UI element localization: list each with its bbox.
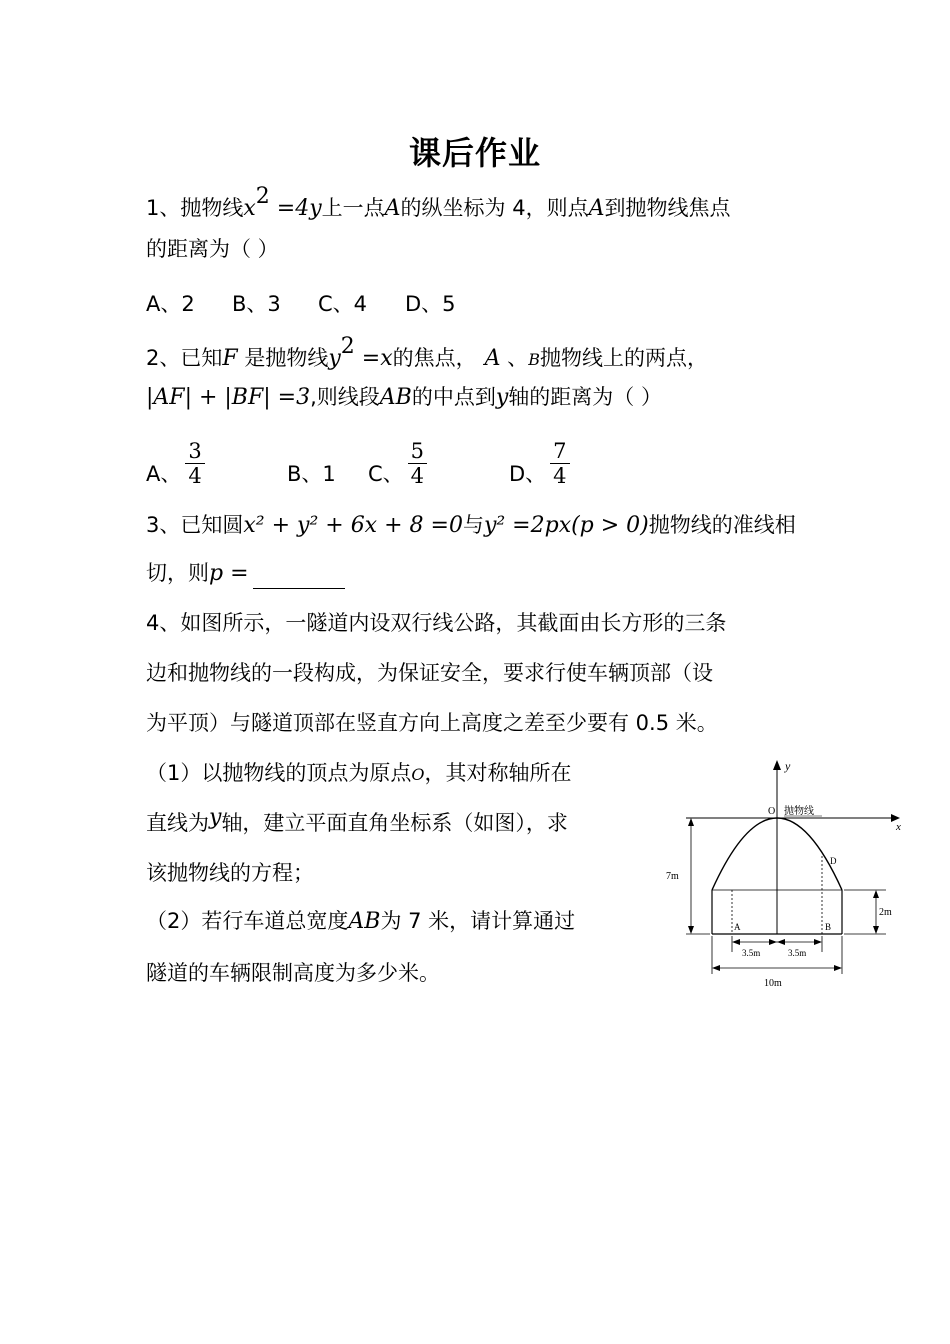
question-1-line-2: 的距离为（ ） bbox=[146, 237, 279, 261]
arrow-left-icon bbox=[712, 965, 720, 971]
question-4-part-1-line-1: （1）以抛物线的顶点为原点O，其对称轴所在 bbox=[146, 761, 572, 785]
q2-option-d: D、 $\frac{7}{4}$ bbox=[509, 424, 570, 488]
question-3-line-2: 切，则p = bbox=[146, 558, 345, 589]
q1-option-b: B、3 bbox=[232, 292, 281, 316]
side-height-label: 2m bbox=[879, 907, 892, 918]
q2-option-b: B、1 bbox=[287, 462, 336, 486]
fraction: $\frac{7}{4}$ bbox=[550, 439, 569, 488]
arrow-down-icon bbox=[688, 926, 694, 934]
arrow-up-icon bbox=[873, 890, 879, 898]
point-a-label: A bbox=[734, 922, 741, 932]
question-2-line-2: |AF| + |BF| =3,则线段AB的中点到y轴的距离为（ ） bbox=[146, 385, 662, 410]
fraction: $\frac{3}{4}$ bbox=[185, 439, 204, 488]
total-width-label: 10m bbox=[764, 978, 782, 989]
y-axis-label: y bbox=[785, 759, 791, 773]
origin-label: O bbox=[768, 806, 776, 817]
arrow-up-icon bbox=[688, 818, 694, 826]
q1-option-d: D、5 bbox=[405, 292, 456, 316]
q1-option-c: C、4 bbox=[318, 292, 368, 316]
question-4-part-1-line-3: 该抛物线的方程； bbox=[146, 861, 314, 885]
point-d-label: D bbox=[830, 856, 837, 866]
question-4-part-2-line-1: （2）若行车道总宽度AB为 7 米，请计算通过 bbox=[146, 909, 576, 934]
question-1-line-1: 1、抛物线$x^2 =4y$上一点A的纵坐标为 4，则点A到抛物线焦点 bbox=[146, 184, 731, 221]
question-4-part-1-line-2: 直线为y轴，建立平面直角坐标系（如图），求 bbox=[146, 805, 568, 835]
arrow-down-icon bbox=[873, 926, 879, 934]
arrow-left-icon bbox=[777, 939, 785, 945]
question-4-line-1: 4、如图所示，一隧道内设双行线公路，其截面由长方形的三条 bbox=[146, 611, 727, 635]
q2-option-c: C、 $\frac{5}{4}$ bbox=[368, 424, 427, 488]
fraction: $\frac{5}{4}$ bbox=[408, 439, 427, 488]
height-label: 7m bbox=[666, 871, 679, 882]
answer-blank[interactable] bbox=[253, 566, 345, 589]
tunnel-diagram bbox=[660, 756, 910, 996]
point-b-label: B bbox=[825, 922, 832, 932]
question-3-line-1: 3、已知圆x² + y² + 6x + 8 =0与y² =2px(p > 0)抛物线的准线相 bbox=[146, 513, 796, 538]
half-width-right-label: 3.5m bbox=[788, 948, 807, 958]
arrow-right-icon bbox=[814, 939, 822, 945]
half-width-left-label: 3.5m bbox=[742, 948, 761, 958]
question-4-part-2-line-2: 隧道的车辆限制高度为多少米。 bbox=[146, 961, 440, 985]
q1-option-a: A、2 bbox=[146, 292, 195, 316]
y-axis-arrow-icon bbox=[773, 760, 781, 770]
question-4-line-2: 边和抛物线的一段构成，为保证安全，要求行使车辆顶部（设 bbox=[146, 661, 713, 685]
q2-option-a: A、 $\frac{3}{4}$ bbox=[146, 424, 205, 488]
x-axis-label: x bbox=[896, 821, 901, 833]
page-title: 课后作业 bbox=[408, 134, 541, 172]
arrow-left-icon bbox=[732, 939, 740, 945]
question-2-line-1: 2、已知F 是抛物线$y^2 =x$的焦点， A 、B抛物线上的两点， bbox=[146, 334, 708, 371]
question-4-line-3: 为平顶）与隧道顶部在竖直方向上高度之差至少要有 0.5 米。 bbox=[146, 711, 718, 735]
parabola-label: 抛物线 bbox=[784, 806, 814, 817]
arrow-right-icon bbox=[769, 939, 777, 945]
arrow-right-icon bbox=[834, 965, 842, 971]
